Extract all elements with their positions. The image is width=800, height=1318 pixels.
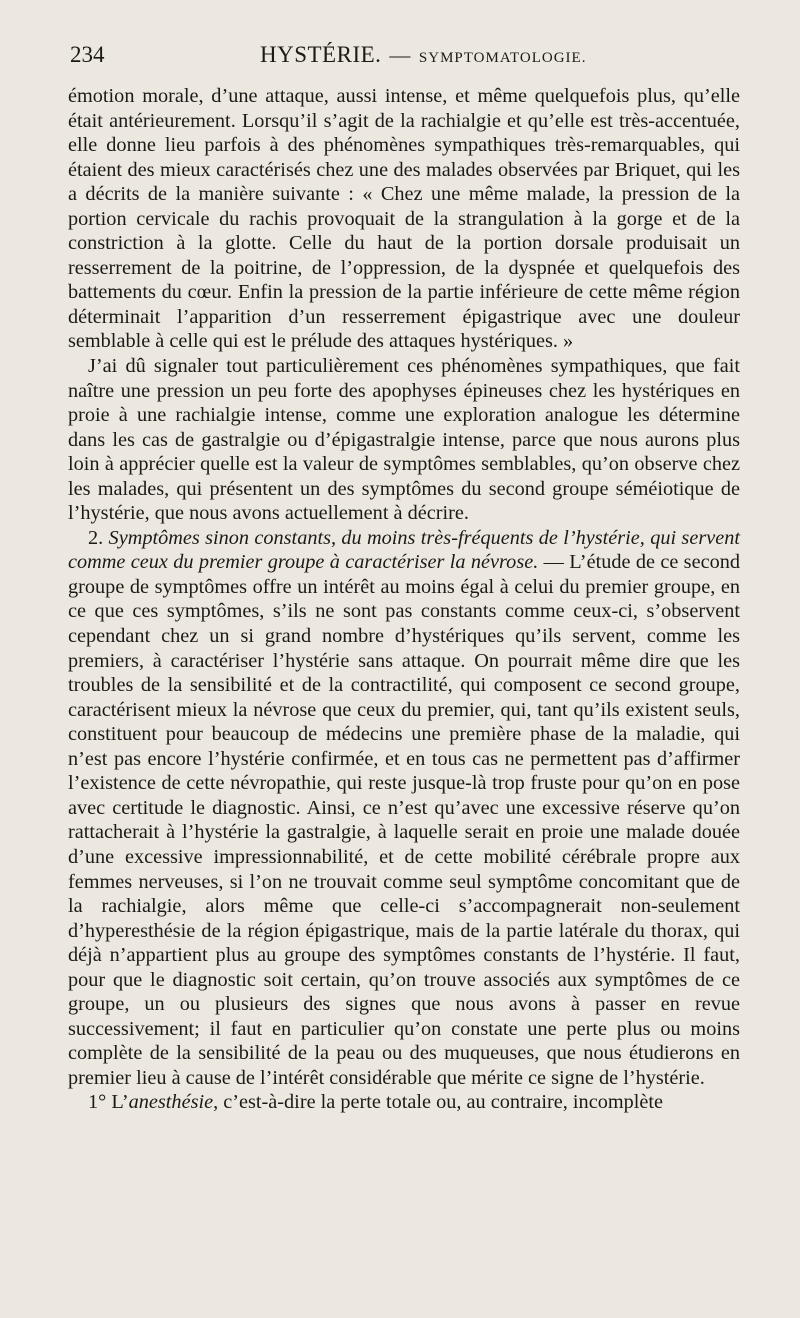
item-number: 1° <box>88 1091 107 1114</box>
chapter-title: HYSTÉRIE. <box>260 42 382 67</box>
paragraph-4-text: , c’est-à-dire la perte totale ou, au contraire, incomplète <box>213 1091 664 1114</box>
body-text <box>68 84 740 1115</box>
section-heading: Symptômes sinon constants, du moins très-fréquents de l’hystérie, qui servent comme ceux du premier groupe à caractériser la névrose. <box>68 526 740 574</box>
paragraph-4 <box>68 1090 740 1115</box>
item-prefix: L’ <box>111 1091 129 1114</box>
section-number: 2. <box>88 526 104 549</box>
running-title <box>260 42 586 68</box>
running-header <box>68 42 740 78</box>
title-dash: — <box>389 43 411 67</box>
paragraph-1: émotion morale, d’une attaque, aussi intense, et même quelquefois plus, qu’elle était antérieurement. Lorsqu’il s’agit de la rachialgie et qu’elle est très-accentuée, elle donne lieu parfois à des phénomènes sympathiques très-remarquables, qui étaient des mieux caractérisés chez une des malades observées par Briquet, qui les a décrits de la manière suivante : « Chez une même malade, la pression de la portion cervicale du rachis provoquait de la strangulation à la gorge et de la constriction à la glotte. Celle du haut de la portion dorsale produisait un resserrement de la poitrine, de l’oppression, de la dyspnée et quelquefois des battements du cœur. Enfin la pression de la partie inférieure de cette même région déterminait l’apparition d’un resserrement épigastrique avec une douleur semblable à celle qui est le prélude des attaques hystériques. » <box>68 85 740 353</box>
section-title: SYMPTOMATOLOGIE. <box>418 50 587 66</box>
page-number: 234 <box>70 42 105 67</box>
paragraph-3 <box>68 526 740 1091</box>
paragraph-3-text: — L’étude de ce second groupe de symptômes offre un intérêt au moins égal à celui du premier groupe, en ce que ces symptômes, s’ils ne sont pas constants comme ceux-ci, s’observent cependant chez un si grand nombre d’hystériques qu’ils servent, comme les premiers, à caractériser l’hystérie sans attaque. On pourrait même dire que les troubles de la sensibilité et de la contractilité, qui composent ce second groupe, caractérisent mieux la névrose que ceux du premier, qui, tant qu’ils existent seuls, constituent pour beaucoup de médecins une première phase de la maladie, qui n’est pas encore l’hystérie confirmée, et en tous cas ne permettent pas d’affirmer l’existence de cette névropathie, qui reste jusque-là trop fruste pour qu’on en pose avec certitude le diagnostic. Ainsi, ce n’est qu’avec une excessive réserve qu’on rattacherait à l’hystérie la gastralgie, à laquelle serait en proie une malade douée d’une excessive impressionnabilité, et de cette mobilité cérébrale propre aux femmes nerveuses, si l’on ne trouvait comme seul symptôme concomitant que de la rachialgie, alors même que celle-ci s’accompagnerait non-seulement d’hyperesthésie de la région épigastrique, mais de la partie latérale du thorax, qui déjà n’appartient plus au groupe des symptômes constants de l’hystérie. Il faut, pour que le diagnostic soit certain, qu’on trouve associés aux symptômes de ce groupe, un ou plusieurs des signes que nous avons à passer en revue successivement; il faut en particulier qu’on constate une perte plus ou moins complète de la sensibilité de la peau ou des muqueuses, que nous étudierons en premier lieu à cause de l’intérêt considérable que mérite ce signe de l’hystérie. <box>68 551 741 1089</box>
paragraph-2: J’ai dû signaler tout particulièrement ces phénomènes sympathiques, que fait naître une pression un peu forte des apophyses épineuses chez les hystériques en proie à une rachialgie intense, comme une exploration analogue les détermine dans les cas de gastralgie ou d’épigastralgie intense, parce que nous aurons plus loin à apprécier quelle est la valeur de symptômes semblables, qu’on observe chez les malades, qui présentent un des symptômes du second groupe séméiotique de l’hystérie, que nous avons actuellement à décrire. <box>68 355 740 525</box>
item-term: anesthésie <box>128 1091 214 1114</box>
